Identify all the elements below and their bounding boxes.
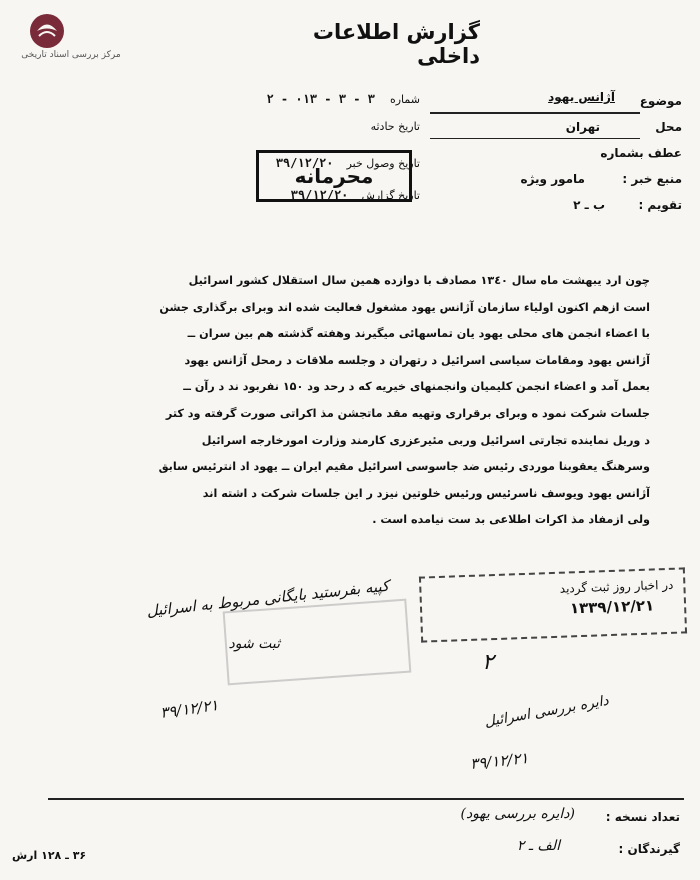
date-stamp-line1: در اخبار روز ثبت گردید [559,577,674,596]
location-value: تهران [565,120,600,134]
report-body [60,268,650,534]
body-line: چون ارد یبهشت ماه سال ۱۳٤۰ مصادف با دوازده همین سال استقلال کشور اسرائیل [188,274,650,287]
footer-divider [48,798,684,800]
date-received-stamp [419,567,687,642]
incident-date-label: تاریخ حادثه [370,120,420,133]
body-line: جلسات شرکت نمود ه وبرای برقراری وتهیه مقد ماتجشن مذ اکراتی صورت گرفته ود کتر [165,406,650,420]
number-label: شماره [389,93,420,106]
classification-stamp: محرمانه [256,150,412,202]
evaluation-label: تقویم : [638,198,682,212]
report-date-value: ۳۹/۱۲/۲۰ [290,188,349,202]
recipients-label: گیرندگان : [618,842,680,856]
source-value: مامور ویژه [520,172,585,186]
body-line: آژانس یهود ویوسف ناسرئیس ورئیس خلوتین نیزد ر این جلسات شرکت د اشته اند [202,486,650,500]
body-line: وسرهنگ یعقوبنا موردی رئیس ضد جاسوسی اسرائیل مقیم ایران ــ یهود اد انترئیس سابق [158,460,650,474]
body-line: د وریل نماینده تجارتی اسرائیل وربی مئیرعزری کارمند وزارت امورخارجه اسرائیل [201,433,650,447]
location-label: محل [655,120,682,134]
recipients-value: الف ـ ۲ [516,838,560,854]
handwritten-note-right-1: دایره بررسی اسرائیل [483,692,610,731]
form-code: ۳۶ ـ ۱۲۸ ارش [12,849,87,862]
subject-underline [430,112,640,114]
handwritten-note-right-date: ۳۹/۱۲/۲۱ [469,748,530,774]
receipt-date-value: ۳۹/۱۲/۲۰ [275,156,334,170]
evaluation-value: ب ـ ۲ [573,198,605,212]
location-underline [430,138,640,139]
source-label: منبع خبر : [622,172,682,186]
handwritten-note-left-1: کپیه بفرستید بایگانی مربوط به اسرائیل [145,576,390,621]
body-line: با اعضاء انجمن های محلی یهود یان تماسهائی میگیرند وهفته گذشته هم بین سران ــ [187,327,650,341]
body-line: است ازهم اکنون اولیاء سازمان آژانس یهود مشغول فعالیت شده اند وبرای برگذاری جشن [159,300,650,314]
handwritten-note-left-2: ثبت شود [228,636,280,652]
date-stamp-line2: ۱۳۳۹/۱۲/۲۱ [569,596,655,618]
subject-value: آژانس یهود [548,90,615,104]
reference-label: عطف بشماره [600,146,682,160]
receipt-date-label: تاریخ وصول خبر [346,157,420,170]
copies-value: (دایره بررسی یهود) [460,806,575,822]
body-line: آژانس یهود ومقامات سیاسی اسرائیل د رتهران د وجلسه ملاقات د رمحل آژانس یهود [184,353,650,367]
report-date-label: تاریخ گزارش [361,189,420,202]
report-title: گزارش اطلاعات داخلی [312,20,480,68]
number-row [170,88,420,107]
handwritten-signature: ۲ [482,650,494,675]
copies-label: تعداد نسخه : [605,810,680,824]
handwritten-note-left-date: ۳۹/۱۲/۲۱ [159,696,220,722]
body-line: ولی ازمفاد مذ اکرات اطلاعی بد ست نیامده است . [372,513,650,527]
archive-logo-text: مرکز بررسی اسناد تاریخی [21,50,121,60]
body-line: بعمل آمد و اعضاء انجمن کلیمیان وانجمنهای خیریه که د رحد ود ۱۵۰ نفربود ند د رآن ــ [183,380,650,394]
archive-logo-icon [28,12,66,50]
number-value: ۳ - ۳ - ۰۱۳ - ۲ [266,92,375,106]
subject-label: موضوع [639,94,682,108]
